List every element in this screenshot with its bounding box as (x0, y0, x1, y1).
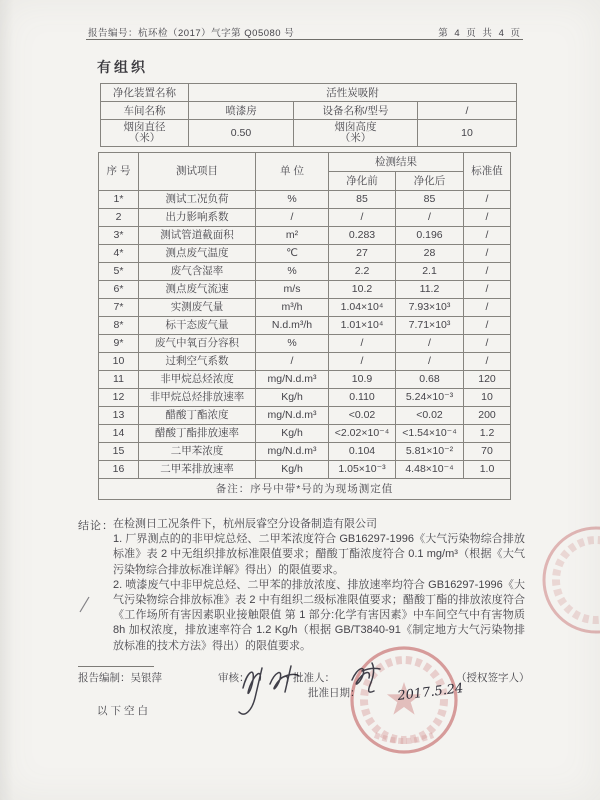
table-cell: 0.104 (329, 443, 396, 461)
stack-height-value: 10 (418, 120, 517, 147)
table-cell: 标干态废气量 (139, 317, 256, 335)
table-cell: 测点废气流速 (139, 281, 256, 299)
table-cell: 10.9 (329, 371, 396, 389)
column-header-before: 净化前 (329, 172, 396, 191)
approver-label: 批准人： (293, 672, 335, 684)
table-row (99, 245, 511, 263)
table-cell: 120 (464, 371, 511, 389)
table-cell: mg/N.d.m³ (256, 443, 329, 461)
prepared-by-name: 吴银萍 (130, 672, 162, 684)
table-cell: / (396, 335, 464, 353)
column-header-item: 测试项目 (139, 153, 256, 191)
table-cell: 测试管道截面积 (139, 227, 256, 245)
table-cell: 1* (99, 191, 139, 209)
table-cell: 15 (99, 443, 139, 461)
table-cell: 1.01×10⁴ (329, 317, 396, 335)
remark-row (99, 479, 511, 500)
facility-info-table (100, 83, 517, 147)
table-cell: Kg/h (256, 389, 329, 407)
table-cell: 1.04×10⁴ (329, 299, 396, 317)
workshop-value: 喷漆房 (189, 102, 294, 120)
table-cell: / (464, 353, 511, 371)
table-row (99, 335, 511, 353)
table-cell: 测试工况负荷 (139, 191, 256, 209)
table-cell: m³/h (256, 299, 329, 317)
company-seal (352, 648, 456, 752)
table-cell: 11 (99, 371, 139, 389)
prepared-by: 报告编制：吴银萍 (78, 672, 162, 684)
table-cell: 2 (99, 209, 139, 227)
conclusion-intro: 在检测日工况条件下，杭州辰睿空分设备制造有限公司 (113, 518, 377, 530)
table-cell: 1.05×10⁻³ (329, 461, 396, 479)
table-cell: mg/N.d.m³ (256, 407, 329, 425)
conclusion-item-2: 2. 喷漆废气中非甲烷总烃、二甲苯的排放浓度、排放速率均符合 GB16297-1996《大气污染物综合排放标准》表 2 中有组织二级标准限值要求；醋酸丁酯的排放浓度符合《工作场所有害因素职业接触限值 第 1 部分:化学有害因素》中车间空气中有害物质 8h 加权浓度，排放速率符合 1.2 Kg/h（根据 GB/T3840-91《制定地方大气污染物排放标准的技术方法》得出）的限值要求。 (113, 578, 525, 652)
table-cell: 7* (99, 299, 139, 317)
approval-date-label: 批准日期： (308, 687, 361, 699)
table-cell: 2.2 (329, 263, 396, 281)
table-cell: % (256, 335, 329, 353)
table-cell: mg/N.d.m³ (256, 371, 329, 389)
table-cell: 1.2 (464, 425, 511, 443)
table-cell: % (256, 191, 329, 209)
table-cell: 醋酸丁酯排放速率 (139, 425, 256, 443)
table-cell: / (464, 281, 511, 299)
table-cell: 醋酸丁酯浓度 (139, 407, 256, 425)
table-cell: 废气含湿率 (139, 263, 256, 281)
table-cell: / (464, 263, 511, 281)
table-row (99, 443, 511, 461)
table-row (101, 102, 517, 120)
workshop-label: 车间名称 (101, 102, 189, 120)
table-cell: 0.110 (329, 389, 396, 407)
table-row (99, 209, 511, 227)
table-cell: 5* (99, 263, 139, 281)
table-row (99, 425, 511, 443)
table-cell: 10.2 (329, 281, 396, 299)
report-number: 报告编号：杭环检（2017）气字第 Q05080 号 (88, 28, 295, 39)
table-cell: 9* (99, 335, 139, 353)
conclusion-text (113, 517, 525, 654)
column-header-standard: 标准值 (464, 153, 511, 191)
table-cell: 85 (396, 191, 464, 209)
blank-below-note: 以下空白 (97, 705, 151, 717)
table-row (99, 371, 511, 389)
table-cell: <0.02 (396, 407, 464, 425)
table-row (99, 407, 511, 425)
measurement-table (98, 152, 511, 500)
table-cell: 28 (396, 245, 464, 263)
table-row (99, 281, 511, 299)
conclusion-label: 结论： (78, 520, 114, 532)
reviewer-label: 审核： (218, 672, 250, 684)
table-cell: / (256, 353, 329, 371)
table-cell: Kg/h (256, 461, 329, 479)
table-cell: / (464, 191, 511, 209)
table-cell: 4* (99, 245, 139, 263)
table-cell: 10 (464, 389, 511, 407)
table-cell: 13 (99, 407, 139, 425)
table-row (99, 353, 511, 371)
stack-height-label: 烟囱高度 （米） (294, 120, 418, 147)
column-header-result: 检测结果 (329, 153, 464, 172)
table-row (99, 227, 511, 245)
approval-date-handwritten: 2017.5.24 (396, 681, 465, 704)
table-cell: 二甲苯浓度 (139, 443, 256, 461)
table-cell: 二甲苯排放速率 (139, 461, 256, 479)
column-header-after: 净化后 (396, 172, 464, 191)
table-cell: / (464, 227, 511, 245)
table-cell: / (256, 209, 329, 227)
table-cell: <0.02 (329, 407, 396, 425)
table-cell: 5.81×10⁻² (396, 443, 464, 461)
table-cell: 0.196 (396, 227, 464, 245)
table-header-row (99, 153, 511, 172)
pen-mark (80, 597, 89, 612)
device-value: / (418, 102, 517, 120)
table-cell: / (464, 317, 511, 335)
page-number: 第 4 页 共 4 页 (438, 28, 522, 39)
table-cell: m² (256, 227, 329, 245)
stack-diameter-label: 烟囱直径 （米） (101, 120, 189, 147)
table-cell: 16 (99, 461, 139, 479)
table-cell: 85 (329, 191, 396, 209)
table-cell: 非甲烷总烃浓度 (139, 371, 256, 389)
table-row (99, 461, 511, 479)
table-cell: 过剩空气系数 (139, 353, 256, 371)
table-cell: / (329, 335, 396, 353)
table-cell: 3* (99, 227, 139, 245)
table-cell: ℃ (256, 245, 329, 263)
column-header-no: 序 号 (99, 153, 139, 191)
table-row (101, 84, 517, 102)
table-cell: Kg/h (256, 425, 329, 443)
table-cell: / (329, 209, 396, 227)
header-divider (86, 39, 523, 40)
authorized-signer-note: （授权签字人） (456, 672, 530, 684)
conclusion-item-1: 1. 厂界测点的的非甲烷总烃、二甲苯浓度符合 GB16297-1996《大气污染物综合排放标准》表 2 中无组织排放标准限值要求；醋酸丁酯浓度符合 0.1 mg/m³（根据《大气污染物综合排放标准详解》得出）的限值要求。 (113, 533, 525, 576)
table-cell: 200 (464, 407, 511, 425)
table-cell: 10 (99, 353, 139, 371)
table-cell: / (396, 353, 464, 371)
table-cell: / (464, 209, 511, 227)
section-title: 有组织 (97, 59, 148, 75)
table-cell: % (256, 263, 329, 281)
table-cell: / (329, 353, 396, 371)
table-cell: 70 (464, 443, 511, 461)
table-cell: 8* (99, 317, 139, 335)
table-cell: <2.02×10⁻⁴ (329, 425, 396, 443)
table-cell: <1.54×10⁻⁴ (396, 425, 464, 443)
device-label: 设备名称/型号 (294, 102, 418, 120)
table-cell: 测点废气温度 (139, 245, 256, 263)
table-row (99, 389, 511, 407)
table-cell: / (464, 299, 511, 317)
column-header-unit: 单 位 (256, 153, 329, 191)
table-cell: 废气中氧百分容积 (139, 335, 256, 353)
table-cell: 2.1 (396, 263, 464, 281)
table-row (101, 120, 517, 147)
table-cell: 5.24×10⁻³ (396, 389, 464, 407)
table-cell: 0.68 (396, 371, 464, 389)
table-row (99, 263, 511, 281)
table-cell: / (464, 335, 511, 353)
table-cell: 7.93×10³ (396, 299, 464, 317)
table-cell: 12 (99, 389, 139, 407)
table-cell: 4.48×10⁻⁴ (396, 461, 464, 479)
purifier-label: 净化装置名称 (101, 84, 189, 102)
table-cell: / (396, 209, 464, 227)
table-cell: 0.283 (329, 227, 396, 245)
stack-diameter-value: 0.50 (189, 120, 294, 147)
table-cell: 11.2 (396, 281, 464, 299)
table-cell: 非甲烷总烃排放速率 (139, 389, 256, 407)
table-row (99, 191, 511, 209)
table-cell: / (464, 245, 511, 263)
table-cell: 实测废气量 (139, 299, 256, 317)
table-cell: 7.71×10³ (396, 317, 464, 335)
table-cell: 6* (99, 281, 139, 299)
purifier-value: 活性炭吸附 (189, 84, 517, 102)
table-row (99, 317, 511, 335)
table-cell: N.d.m³/h (256, 317, 329, 335)
table-row (99, 299, 511, 317)
signature-divider (78, 666, 154, 667)
table-cell: m/s (256, 281, 329, 299)
table-cell: 27 (329, 245, 396, 263)
table-cell: 14 (99, 425, 139, 443)
table-cell: 出力影响系数 (139, 209, 256, 227)
remark-note: 备注：序号中带*号的为现场测定值 (99, 479, 511, 500)
seal-star-icon (387, 682, 421, 715)
table-cell: 1.0 (464, 461, 511, 479)
edge-seal (544, 528, 600, 632)
